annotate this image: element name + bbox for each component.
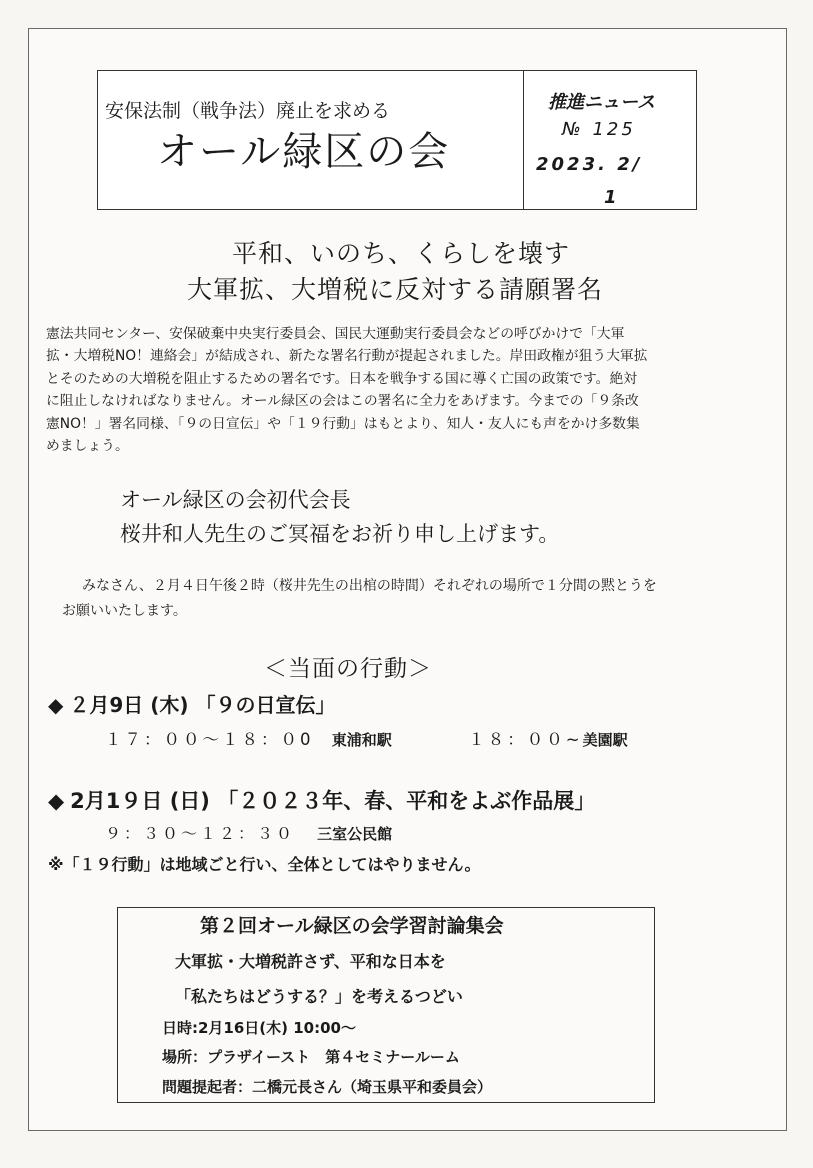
paragraph-line: に阻止しなければなりません。オール緑区の会はこの署名に全力をあげます。今までの「９条改 bbox=[46, 393, 639, 410]
study-meeting-place: 場所：プラザイースト 第４セミナールーム bbox=[162, 1048, 460, 1066]
action-note: ※「１９行動」は地域ごと行い、全体としてはやりません。 bbox=[48, 855, 481, 874]
event2-heading bbox=[48, 785, 595, 815]
header-subtitle: 安保法制（戦争法）廃止を求める bbox=[105, 100, 391, 122]
event1-heading bbox=[48, 689, 336, 718]
event1-detail bbox=[105, 726, 628, 750]
paragraph-line: とそのための大増税を阻止するための署名です。日本を戦争する国に導く亡国の政策です。絶対 bbox=[46, 370, 638, 387]
event2-time: ９：３０～１２：３０ bbox=[105, 824, 296, 843]
paragraph-line: めましょう。 bbox=[46, 438, 129, 455]
actions-title: ＜当面の行動＞ bbox=[264, 656, 432, 682]
issue-date-line1: 2023. 2/ bbox=[536, 154, 643, 175]
header-divider bbox=[523, 70, 524, 210]
paragraph-line: 憲法共同センター、安保破棄中央実行委員会、国民大運動実行委員会などの呼びかけで「大軍 bbox=[46, 326, 625, 342]
event2-place: 三室公民館 bbox=[317, 825, 393, 843]
study-meeting-theme2: 「私たちはどうする？」を考えるつどい bbox=[175, 987, 463, 1006]
event1-place2: 美園駅 bbox=[582, 731, 628, 749]
event1-time1: １７：００～１８：０0 bbox=[105, 730, 314, 749]
minute-silence-line2: お願いいたします。 bbox=[62, 603, 187, 619]
event1-time2: １８：００~ bbox=[468, 730, 583, 749]
paragraph-line: 憲NO！」署名同様、「９の日宣伝」や「１９行動」はもとより、知人・友人にも声をかけ多数集 bbox=[46, 415, 640, 432]
organization-name: オール緑区の会 bbox=[157, 129, 451, 175]
headline-line2: 大軍拡、大増税に反対する請願署名 bbox=[187, 275, 604, 304]
event1-title: ２月9日 (木) 「９の日宣伝」 bbox=[69, 693, 336, 717]
event1-place1: 東浦和駅 bbox=[331, 731, 392, 749]
event2-detail bbox=[105, 821, 392, 844]
minute-silence-line1: みなさん、２月４日午後２時（桜井先生の出棺の時間）それぞれの場所で１分間の黙とうを bbox=[82, 578, 657, 594]
study-meeting-theme1: 大軍拡・大増税許さず、平和な日本を bbox=[175, 952, 446, 971]
event2-title: 2月1９日 (日) 「２０２３年、春、平和をよぶ作品展」 bbox=[70, 789, 596, 813]
diamond-bullet-icon: ◆ bbox=[48, 789, 65, 813]
issue-date-line2: 1 bbox=[604, 187, 617, 208]
diamond-bullet-icon: ◆ bbox=[48, 693, 64, 717]
petition-paragraph bbox=[46, 323, 766, 457]
headline-line1: 平和、いのち、くらしを壊す bbox=[232, 239, 571, 268]
memorial-line2: 桜井和人先生のご冥福をお祈り申し上げます。 bbox=[120, 522, 560, 546]
study-meeting-title: 第２回オール緑区の会学習討論集会 bbox=[200, 915, 504, 937]
news-label: 推進ニュース bbox=[548, 92, 656, 113]
study-meeting-date: 日時:2月16日(木) 10:00～ bbox=[162, 1019, 356, 1037]
memorial-line1: オール緑区の会初代会長 bbox=[120, 488, 351, 512]
issue-number: № 125 bbox=[562, 119, 636, 140]
paragraph-line: 拡・大増税NO！連絡会」が結成され、新たな署名行動が提起されました。岸田政権が狙う大軍拡 bbox=[46, 348, 648, 365]
study-meeting-speaker: 問題提起者：二橋元長さん（埼玉県平和委員会） bbox=[162, 1078, 493, 1096]
